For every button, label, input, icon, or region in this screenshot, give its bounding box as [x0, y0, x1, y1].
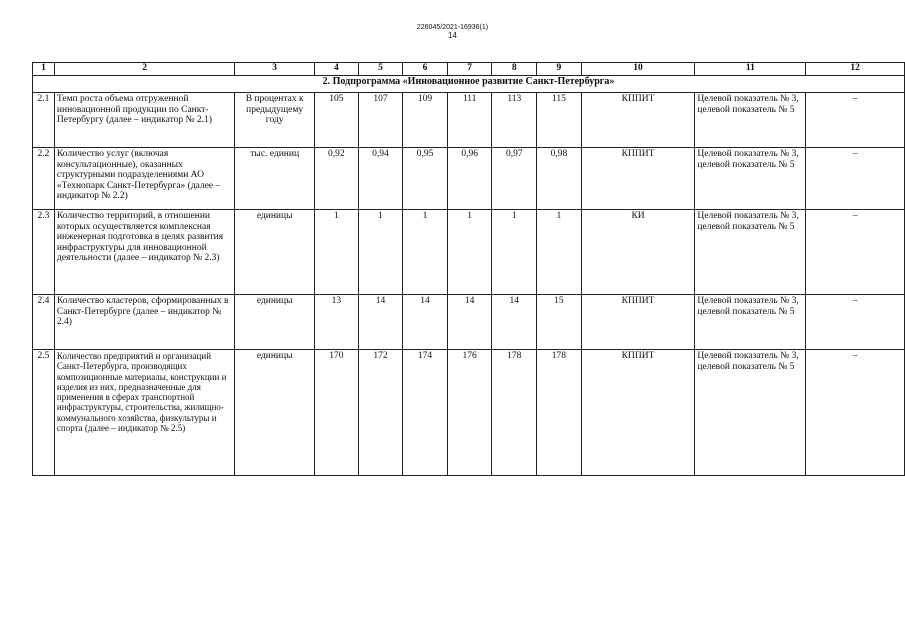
- unit-cell: единицы: [235, 210, 315, 295]
- responsible-cell: КППИТ: [581, 350, 695, 476]
- page-number: 14: [448, 31, 457, 40]
- unit-cell: В процентах к предыдущему году: [235, 93, 315, 148]
- value-cell: 107: [358, 93, 403, 148]
- value-cell: 0,96: [447, 148, 492, 210]
- table-row: [33, 148, 905, 210]
- unit-cell: единицы: [235, 350, 315, 476]
- note-cell: –: [806, 295, 905, 350]
- value-cell: 0,98: [537, 148, 582, 210]
- value-cell: 0,95: [403, 148, 448, 210]
- indicator-name: Количество услуг (включая консультационные), оказанных структурными подразделениями АО «Технопарк Санкт-Петербурга» (далее – индикатор № 2.2): [54, 148, 234, 210]
- column-number: 11: [695, 63, 806, 76]
- target-indicator-cell: Целевой показатель № 3, целевой показатель № 5: [695, 295, 806, 350]
- value-cell: 178: [492, 350, 537, 476]
- value-cell: 14: [403, 295, 448, 350]
- value-cell: 0,92: [315, 148, 359, 210]
- value-cell: 14: [358, 295, 403, 350]
- value-cell: 170: [315, 350, 359, 476]
- value-cell: 0,94: [358, 148, 403, 210]
- indicator-name: Темп роста объема отгруженной инновационной продукции по Санкт-Петербургу (далее – индикатор № 2.1): [54, 93, 234, 148]
- value-cell: 172: [358, 350, 403, 476]
- value-cell: 176: [447, 350, 492, 476]
- table-row: [33, 295, 905, 350]
- target-indicator-cell: Целевой показатель № 3, целевой показатель № 5: [695, 210, 806, 295]
- row-id: 2.2: [33, 148, 55, 210]
- column-number: 10: [581, 63, 695, 76]
- column-number: 4: [315, 63, 359, 76]
- value-cell: 1: [403, 210, 448, 295]
- table-row: [33, 210, 905, 295]
- section-row: [33, 76, 905, 93]
- indicators-table: [32, 62, 905, 476]
- value-cell: 14: [447, 295, 492, 350]
- value-cell: 1: [447, 210, 492, 295]
- indicator-name: Количество кластеров, сформированных в Санкт-Петербурге (далее – индикатор № 2.4): [54, 295, 234, 350]
- row-id: 2.5: [33, 350, 55, 476]
- value-cell: 115: [537, 93, 582, 148]
- column-number: 7: [447, 63, 492, 76]
- note-cell: –: [806, 93, 905, 148]
- column-number: 2: [54, 63, 234, 76]
- value-cell: 1: [358, 210, 403, 295]
- column-number: 9: [537, 63, 582, 76]
- value-cell: 105: [315, 93, 359, 148]
- column-number: 6: [403, 63, 448, 76]
- row-id: 2.1: [33, 93, 55, 148]
- unit-cell: единицы: [235, 295, 315, 350]
- section-title: 2. Подпрограмма «Инновационное развитие Санкт-Петербурга»: [33, 76, 905, 93]
- table-row: [33, 350, 905, 476]
- value-cell: 13: [315, 295, 359, 350]
- column-number: 5: [358, 63, 403, 76]
- value-cell: 174: [403, 350, 448, 476]
- row-id: 2.3: [33, 210, 55, 295]
- target-indicator-cell: Целевой показатель № 3, целевой показатель № 5: [695, 93, 806, 148]
- note-cell: –: [806, 148, 905, 210]
- responsible-cell: КППИТ: [581, 295, 695, 350]
- column-number: 8: [492, 63, 537, 76]
- table-row: [33, 93, 905, 148]
- value-cell: 0,97: [492, 148, 537, 210]
- indicator-name: Количество территорий, в отношении которых осуществляется комплексная инженерная подготовка в целях развития инфраструктуры для инновационной деятельности (далее – индикатор № 2.3): [54, 210, 234, 295]
- note-cell: –: [806, 350, 905, 476]
- value-cell: 1: [315, 210, 359, 295]
- row-id: 2.4: [33, 295, 55, 350]
- column-number: 1: [33, 63, 55, 76]
- value-cell: 113: [492, 93, 537, 148]
- column-number: 3: [235, 63, 315, 76]
- unit-cell: тыс. единиц: [235, 148, 315, 210]
- value-cell: 111: [447, 93, 492, 148]
- document-id: 226045/2021-16936(1): [416, 24, 489, 31]
- column-number: 12: [806, 63, 905, 76]
- note-cell: –: [806, 210, 905, 295]
- value-cell: 109: [403, 93, 448, 148]
- target-indicator-cell: Целевой показатель № 3, целевой показатель № 5: [695, 148, 806, 210]
- value-cell: 15: [537, 295, 582, 350]
- value-cell: 1: [537, 210, 582, 295]
- value-cell: 1: [492, 210, 537, 295]
- value-cell: 14: [492, 295, 537, 350]
- target-indicator-cell: Целевой показатель № 3, целевой показатель № 5: [695, 350, 806, 476]
- indicator-name: Количество предприятий и организаций Санкт-Петербурга, производящих композиционные материалы, конструкции и изделия из них, предназначенные для применения в сферах транспортной инфраструктуры, строительства, жилищно-коммунального хозяйства, физкультуры и спорта (далее – индикатор № 2.5): [54, 350, 234, 476]
- responsible-cell: КППИТ: [581, 148, 695, 210]
- responsible-cell: КППИТ: [581, 93, 695, 148]
- value-cell: 178: [537, 350, 582, 476]
- column-number-row: [33, 63, 905, 76]
- responsible-cell: КИ: [581, 210, 695, 295]
